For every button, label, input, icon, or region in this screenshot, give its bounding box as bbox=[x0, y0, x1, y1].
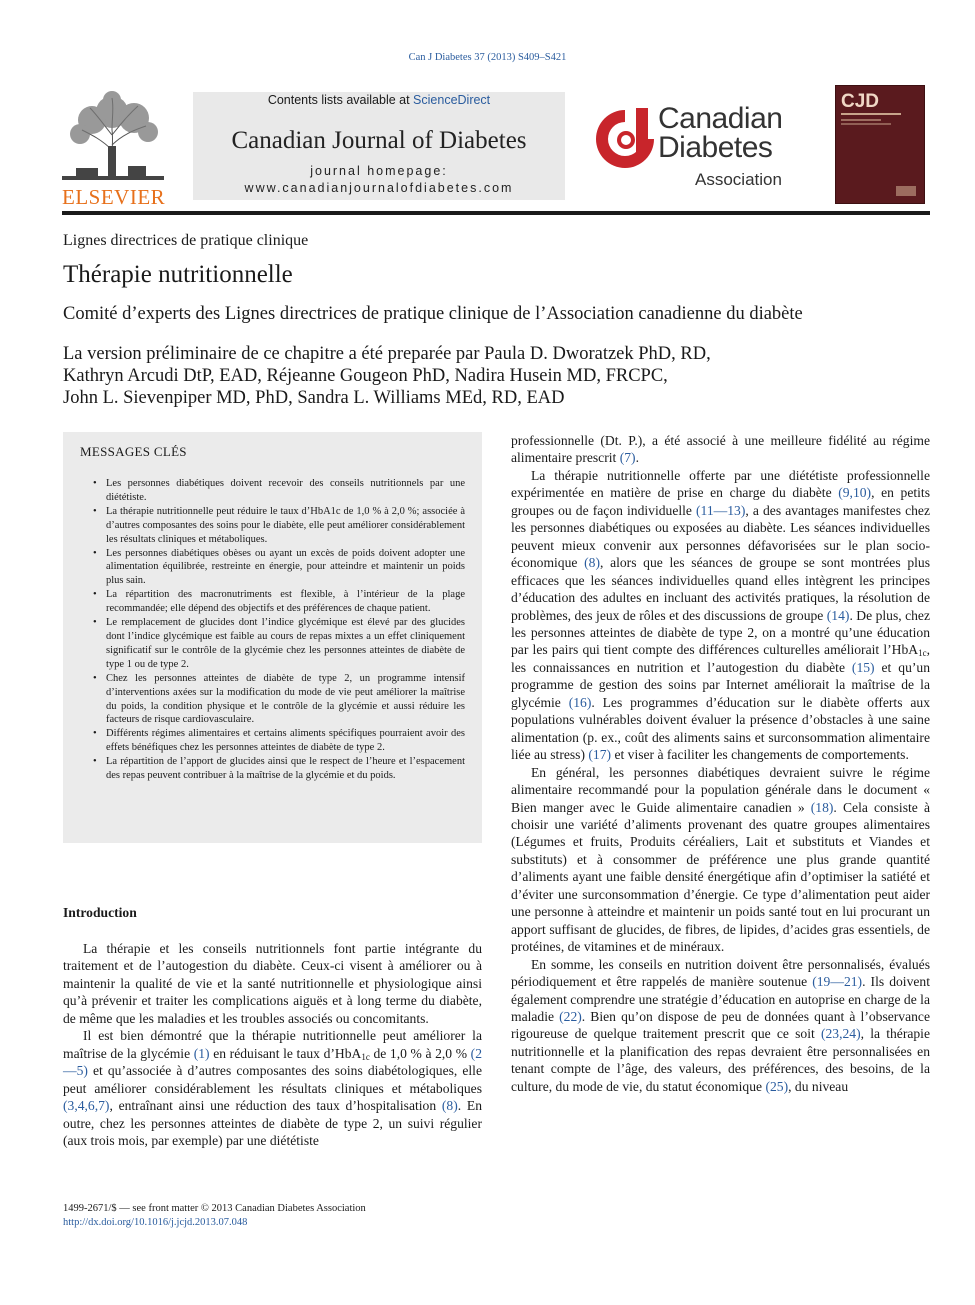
authors-line: Kathryn Arcudi DtP, EAD, Réjeanne Gougeon PhD, Nadira Husein MD, FRCPC, bbox=[63, 366, 668, 386]
cda-name-line2: Diabetes bbox=[658, 131, 773, 164]
footer bbox=[63, 1202, 366, 1230]
bullet-icon: • bbox=[93, 617, 97, 629]
paragraph: En somme, les conseils en nutrition doivent être personnalisés, évalués périodiquement et être rappelés de manière soutenue (19—21). Ils doivent également comprendre une stratégie d’éducation en autoprise en charge de la maladie (22). Bien qu’on dispose de peu de données quant à l’observance rigoureuse de quelque traitement prescrit que ce soit (23,24), la thérapie nutritionnelle et la planification des repas devraient être personnalisées en tenant compte de l’âge, des valeurs, des préférences, des besoins, de la culture, du mode de vie, du statut économique (25), du niveau bbox=[511, 956, 930, 1094]
homepage-url[interactable]: www.canadianjournalofdiabetes.com bbox=[244, 181, 514, 195]
paragraph: En général, les personnes diabétiques devraient suivre le régime alimentaire recommandé pour la population générale dans le document « Bien manger avec le Guide alimentaire canadien » (18). Cela consiste à choisir une variété d’aliments provenant des quatre groupes alimentaires (Légumes et fruits, Produits céréaliers, Lait et substituts et Viandes et substituts) et à consommer de préférence une plus grande quantité d’aliments ayant une faible densité énergétique afin d’optimiser la satiété et d’éviter une surconsommation d’énergie. Ce type d’alimentation peut aider une personne à atteindre et maintenir un poids santé tout en lui procurant un apport suffisant de glucides, de fibres, de lipides, d’acides gras essentiels, de protéines, de vitamines et de minéraux. bbox=[511, 764, 930, 955]
cda-name bbox=[658, 104, 782, 162]
reference-link[interactable]: (23,24) bbox=[820, 1026, 861, 1042]
key-messages-list bbox=[93, 477, 465, 783]
key-message-item: • Les personnes diabétiques obèses ou ayant un excès de poids doivent adopter une alimentation équilibrée, restreinte en énergie, pour atteindre et maintenir un poids plus sain. bbox=[93, 547, 465, 587]
reference-link[interactable]: (7) bbox=[619, 450, 636, 466]
left-column-body bbox=[63, 940, 482, 1149]
reference-link[interactable]: (25) bbox=[765, 1078, 789, 1094]
authors-line: John L. Sievenpiper MD, PhD, Sandra L. Williams MEd, RD, EAD bbox=[63, 388, 565, 408]
sciencedirect-link[interactable]: ScienceDirect bbox=[413, 93, 491, 107]
key-message-item: • Chez les personnes atteintes de diabète de type 2, un programme intensif d’interventions axées sur la modification du mode de vie peut améliorer la maîtrise du poids, la condition physique et le contrôle de la glycémie et aussi réduire les facteurs de risque cardiovasculaire. bbox=[93, 672, 465, 726]
bullet-icon: • bbox=[93, 547, 97, 559]
reference-link[interactable]: (15) bbox=[851, 659, 875, 675]
reference-link[interactable]: (14) bbox=[826, 607, 850, 623]
journal-homepage bbox=[193, 163, 565, 197]
reference-link[interactable]: (9,10) bbox=[838, 485, 872, 501]
reference-link[interactable]: (1) bbox=[193, 1045, 210, 1061]
key-message-item: • Les personnes diabétiques doivent recevoir des conseils nutritionnels par une diététiste. bbox=[93, 478, 465, 503]
paragraph: La thérapie nutritionnelle offerte par une diététiste professionnelle expérimentée en matière de prise en charge du diabète (9,10), en petits groupes ou de façon individuelle (11—13), a des avantages manifestes chez les personnes diabétiques ou exposées au diabète. Les séances individuelles peuvent mieux convenir aux personnes défavorisées sur le plan socio-économique (8), alors que les séances de groupe se sont montrées plus efficaces que les séances individuelles quand elles intègrent les principes d’éducation des adultes en incluant des activités pratiques, la résolution de problèmes, des jeux de rôles et des discussions de groupe (14). De plus, chez les personnes atteintes de diabète de type 2, on a montré qu’une éducation par les pairs qui tient compte des différences culturelles améliorait l’HbA$_{1c}$, les connaissances en nutrition et l’autogestion du diabète (15) et qu’un programme de gestion des soins par Internet améliorait la maîtrise de la glycémie (16). Les programmes d’éducation sur le diabète offerts aux populations vulnérables doivent évaluer la présence d’obstacles à une saine alimentation (p. ex., coût des aliments sains et surconsommation alimentaire liée au stress) (17) et viser à faciliter les changements de comportements. bbox=[511, 467, 931, 763]
contents-prefix: Contents lists available at bbox=[267, 93, 414, 107]
paragraph: professionnelle (Dt. P.), a été associé à une meilleure fidélité au régime alimentaire prescrit (7). bbox=[511, 433, 930, 466]
cda-logo[interactable] bbox=[592, 104, 820, 194]
cda-mark-icon bbox=[592, 106, 658, 172]
key-messages-box bbox=[63, 432, 482, 843]
reference-link[interactable]: (8) bbox=[441, 1098, 458, 1114]
reference-link[interactable]: (18) bbox=[810, 799, 834, 815]
cover-badge bbox=[896, 186, 916, 196]
bullet-icon: • bbox=[93, 589, 97, 601]
bullet-icon: • bbox=[93, 505, 97, 517]
doi-link[interactable]: http://dx.doi.org/10.1016/j.jcjd.2013.07.048 bbox=[63, 1217, 248, 1228]
journal-citation[interactable]: Can J Diabetes 37 (2013) S409–S421 bbox=[408, 52, 567, 63]
key-message-item: • La répartition des macronutriments est flexible, à l’intérieur de la plage recommandée; elle dépend des objectifs et des préférences de chaque patient. bbox=[93, 589, 465, 615]
reference-link[interactable]: (3,4,6,7) bbox=[63, 1098, 110, 1114]
authors-line: La version préliminaire de ce chapitre a été preparée par Paula D. Dworatzek PhD, RD, bbox=[63, 344, 711, 364]
bullet-icon: • bbox=[93, 728, 97, 740]
paragraph: Il est bien démontré que la thérapie nutritionnelle peut améliorer la maîtrise de la glycémie (1) en réduisant le taux d’HbA$_{1c}$ de 1,0 % à 2,0 % (2—5) et qu’associée à d’autres composantes des soins diabétologiques, elle peut améliorer considérablement les résultats cliniques et métaboliques (3,4,6,7), entraînant ainsi une réduction des taux d’hospitalisation (8). En outre, chez les personnes atteintes de diabète de type 2, un suivi régulier (aux trois mois, par exemple) par une diététiste bbox=[63, 1028, 482, 1148]
key-messages-heading: MESSAGES CLÉS bbox=[80, 444, 187, 459]
cover-rule bbox=[841, 123, 891, 125]
cover-title: CJD bbox=[841, 91, 880, 112]
elsevier-tree-icon bbox=[62, 90, 164, 182]
reference-link[interactable]: (2—5) bbox=[63, 1045, 482, 1079]
cda-name-line1: Canadian bbox=[658, 102, 783, 135]
article-title: Thérapie nutritionnelle bbox=[63, 261, 293, 288]
key-message-item: • Le remplacement de glucides dont l’indice glycémique est élevé par des glucides dont l’indice glycémique est faible au cours de repas mixtes a un effet cliniquement significatif sur le contrôle de la glycémie chez les personnes atteintes de diabète de type 1 ou de type 2. bbox=[93, 617, 465, 670]
bullet-icon: • bbox=[93, 672, 97, 684]
journal-header-box bbox=[193, 92, 565, 200]
introduction-heading: Introduction bbox=[63, 905, 137, 920]
cda-name-line3: Association bbox=[695, 170, 782, 189]
key-message-item: • Différents régimes alimentaires et certains aliments spécifiques pourraient avoir des effets bénéfiques chez les personnes atteintes de diabète de type 2. bbox=[93, 728, 465, 754]
bullet-icon: • bbox=[93, 478, 97, 489]
cover-rule bbox=[841, 119, 881, 121]
reference-link[interactable]: (11—13) bbox=[696, 502, 746, 518]
bullet-icon: • bbox=[93, 756, 97, 768]
reference-link[interactable]: (22) bbox=[559, 1008, 582, 1024]
authors bbox=[63, 343, 913, 409]
header-rule bbox=[62, 211, 930, 215]
journal-title: Canadian Journal of Diabetes bbox=[231, 127, 527, 154]
journal-cover-thumbnail[interactable] bbox=[835, 85, 925, 204]
reference-link[interactable]: (16) bbox=[568, 694, 592, 710]
key-message-item: • La thérapie nutritionnelle peut réduire le taux d’HbA1c de 1,0 % à 2,0 %; associée à d’autres composantes des soins pour le diabète, elle peut améliorer considérablement les résultats cliniques et métaboliques. bbox=[93, 505, 465, 545]
paragraph: La thérapie et les conseils nutritionnels font partie intégrante du traitement et de l’autogestion du diabète. Ceux-ci visent à améliorer ou à maintenir la qualité de vie et la santé nutritionnelle et physiologique ainsi qu’à prévenir et traiter les complications aiguës et à long terme du diabète, de même que les maladies et les troubles associés ou concomitants. bbox=[63, 941, 482, 1026]
reference-link[interactable]: (17) bbox=[588, 747, 612, 763]
committee-line: Comité d’experts des Lignes directrices de pratique clinique de l’Association canadienne du diabète bbox=[63, 304, 803, 324]
elsevier-wordmark: ELSEVIER bbox=[62, 185, 166, 209]
key-message-item: • La répartition de l’apport de glucides ainsi que le respect de l’heure et l’espacement des repas peuvent contribuer à la maîtrise de la glycémie et du poids. bbox=[93, 756, 465, 782]
cover-rule bbox=[841, 113, 901, 115]
homepage-label: journal homepage: bbox=[310, 164, 448, 178]
elsevier-logo[interactable] bbox=[62, 90, 164, 208]
right-column-body bbox=[511, 432, 930, 1095]
issn-line: 1499-2671/$ — see front matter © 2013 Canadian Diabetes Association bbox=[63, 1203, 366, 1214]
reference-link[interactable]: (8) bbox=[584, 555, 600, 571]
reference-link[interactable]: (19—21) bbox=[812, 974, 863, 990]
section-type: Lignes directrices de pratique clinique bbox=[63, 232, 309, 249]
contents-line bbox=[193, 93, 565, 107]
